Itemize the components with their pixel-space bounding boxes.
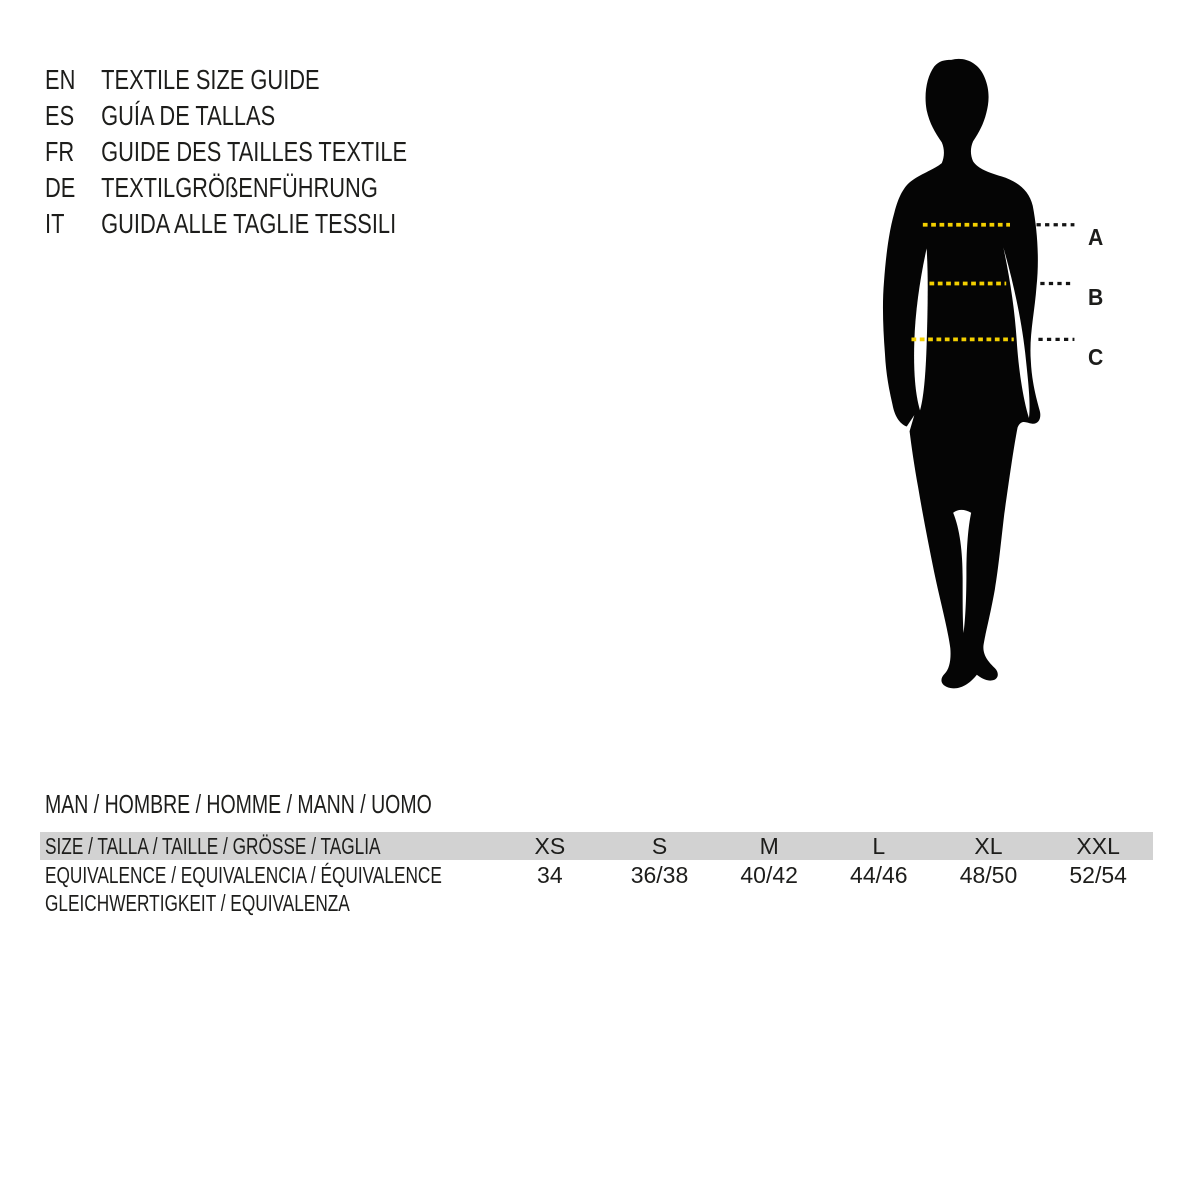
female-silhouette: [883, 59, 1040, 688]
equivalence-row: [40, 861, 1153, 889]
size-cell-xl: XL: [974, 833, 1003, 859]
size-table: [40, 832, 1153, 917]
language-code: FR: [45, 136, 75, 167]
language-code: EN: [45, 64, 76, 95]
measure-label-c: C: [1088, 344, 1104, 370]
language-row-fr: [45, 134, 407, 170]
guide-title-it: GUIDA ALLE TAGLIE TESSILI: [101, 208, 397, 239]
equivalence-row-label-cell: [40, 861, 495, 889]
table-heading: MAN / HOMBRE / HOMME / MANN / UOMO: [45, 789, 432, 819]
measure-label-b: B: [1088, 284, 1104, 310]
measure-label-a: A: [1088, 224, 1104, 250]
equivalence-cell-l: 44/46: [850, 862, 908, 888]
size-cell-s: S: [651, 833, 668, 859]
guide-title-de: TEXTILGRÖßENFÜHRUNG: [101, 172, 378, 203]
size-cell-xs: XS: [534, 833, 566, 859]
size-row-label: SIZE / TALLA / TAILLE / GRÖSSE / TAGLIA: [45, 833, 381, 859]
language-code: ES: [45, 100, 75, 131]
language-row-de: [45, 170, 407, 206]
language-row-it: [45, 206, 407, 242]
equivalence-row-label2: GLEICHWERTIGKEIT / EQUIVALENZA: [45, 890, 350, 916]
equivalence-cell-xs: 34: [537, 862, 563, 888]
language-row-en: [45, 62, 407, 98]
equivalence-row-line2: [40, 889, 1153, 917]
language-code: IT: [45, 208, 65, 239]
equivalence-cell-xxl: 52/54: [1069, 862, 1127, 888]
equivalence-cell-m: 40/42: [740, 862, 798, 888]
equivalence-cell-s: 36/38: [630, 862, 689, 888]
size-row-label-cell: [40, 832, 495, 860]
language-code: DE: [45, 172, 76, 203]
size-row: [40, 832, 1153, 860]
equivalence-row-label: EQUIVALENCE / EQUIVALENCIA / ÉQUIVALENCE: [45, 862, 442, 888]
language-row-es: [45, 98, 407, 134]
guide-title-fr: GUIDE DES TAILLES TEXTILE: [101, 136, 408, 167]
language-guide-list: [45, 62, 509, 242]
guide-title-es: GUÍA DE TALLAS: [101, 100, 276, 131]
equivalence-cell-xl: 48/50: [959, 862, 1018, 888]
female-silhouette-figure: [860, 40, 1160, 760]
size-cell-m: M: [759, 833, 779, 859]
size-cell-l: L: [872, 833, 886, 859]
equivalence-row-label2-cell: [40, 889, 495, 917]
guide-title-en: TEXTILE SIZE GUIDE: [101, 64, 320, 95]
size-cell-xxl: XXL: [1076, 833, 1120, 859]
